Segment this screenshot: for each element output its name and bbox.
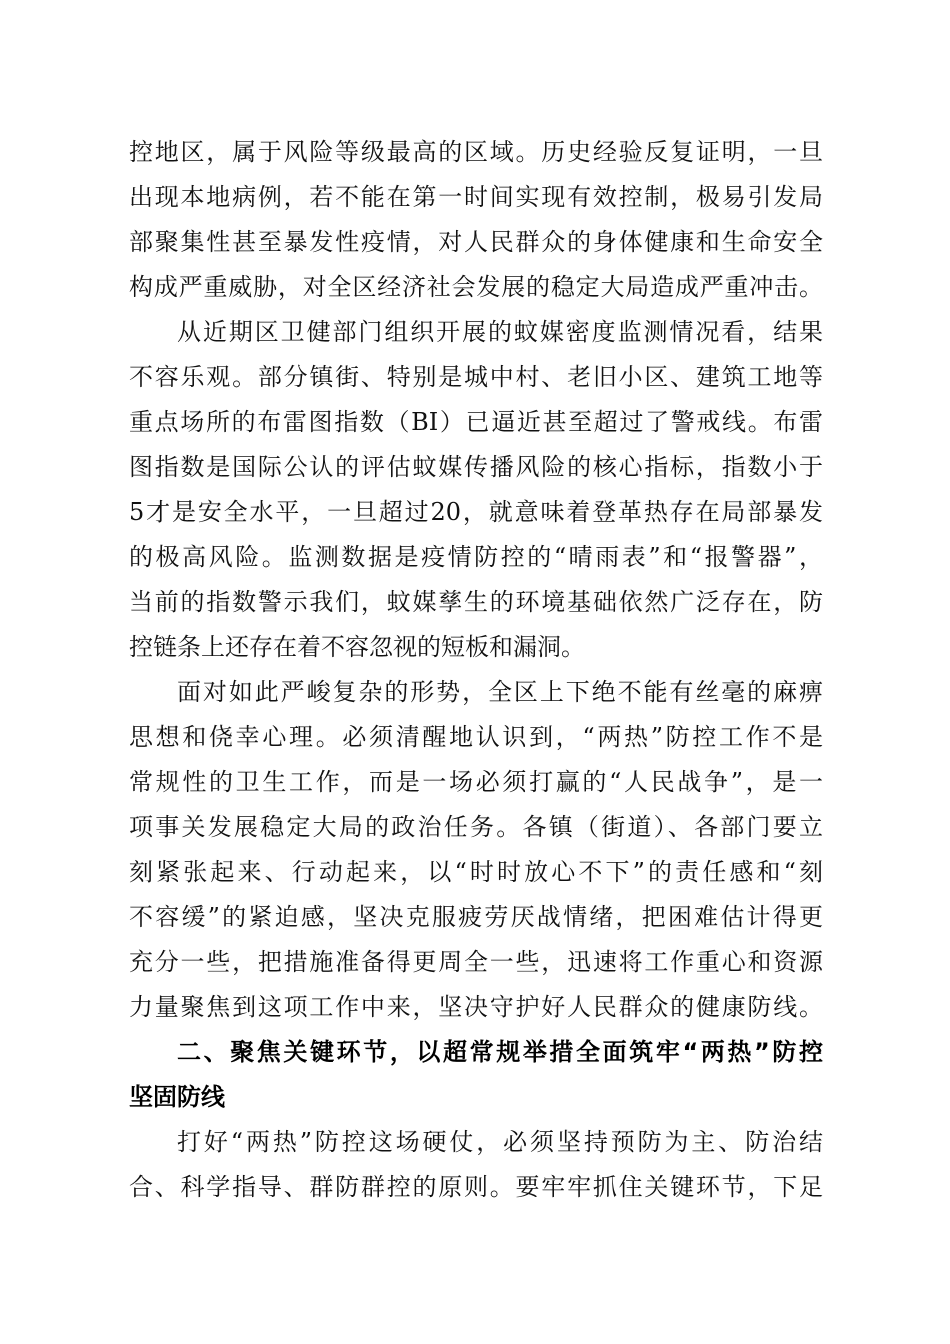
- paragraph-line: 打好“两热”防控这场硬仗，必须坚持预防为主、防治结: [177, 1128, 823, 1156]
- section-heading: 二、聚焦关键环节，以超常规举措全面筑牢“两热”防控: [177, 1038, 823, 1066]
- paragraph-line: 5才是安全水平，一旦超过20，就意味着登革热存在局部暴发: [129, 498, 823, 526]
- paragraph-line: 常规性的卫生工作，而是一场必须打赢的“人民战争”，是一: [129, 768, 823, 796]
- paragraph-line: 力量聚焦到这项工作中来，坚决守护好人民群众的健康防线。: [129, 993, 823, 1021]
- section-heading: 坚固防线: [129, 1083, 225, 1111]
- paragraph-line: 不容乐观。部分镇街、特别是城中村、老旧小区、建筑工地等: [129, 363, 823, 391]
- paragraph-line: 从近期区卫健部门组织开展的蚊媒密度监测情况看，结果: [177, 318, 823, 346]
- paragraph-line: 项事关发展稳定大局的政治任务。各镇（街道）、各部门要立: [129, 813, 823, 841]
- paragraph-line: 合、科学指导、群防群控的原则。要牢牢抓住关键环节，下足: [129, 1173, 823, 1201]
- paragraph-line: 出现本地病例，若不能在第一时间实现有效控制，极易引发局: [129, 183, 823, 211]
- paragraph-line: 部聚集性甚至暴发性疫情，对人民群众的身体健康和生命安全: [129, 228, 823, 256]
- paragraph-line: 图指数是国际公认的评估蚊媒传播风险的核心指标，指数小于: [129, 453, 823, 481]
- paragraph-line: 充分一些，把措施准备得更周全一些，迅速将工作重心和资源: [129, 948, 823, 976]
- paragraph-line: 的极高风险。监测数据是疫情防控的“晴雨表”和“报警器”，: [129, 543, 823, 571]
- paragraph-line: 不容缓”的紧迫感，坚决克服疲劳厌战情绪，把困难估计得更: [129, 903, 823, 931]
- paragraph-line: 控地区，属于风险等级最高的区域。历史经验反复证明，一旦: [129, 138, 823, 166]
- paragraph-line: 思想和侥幸心理。必须清醒地认识到，“两热”防控工作不是: [129, 723, 823, 751]
- paragraph-line: 重点场所的布雷图指数（BI）已逼近甚至超过了警戒线。布雷: [129, 408, 823, 436]
- paragraph-line: 刻紧张起来、行动起来，以“时时放心不下”的责任感和“刻: [129, 858, 823, 886]
- paragraph-line: 控链条上还存在着不容忽视的短板和漏洞。: [129, 633, 585, 661]
- paragraph-line: 构成严重威胁，对全区经济社会发展的稳定大局造成严重冲击。: [129, 273, 823, 301]
- paragraph-line: 当前的指数警示我们，蚊媒孳生的环境基础依然广泛存在，防: [129, 588, 823, 616]
- paragraph-line: 面对如此严峻复杂的形势，全区上下绝不能有丝毫的麻痹: [177, 678, 823, 706]
